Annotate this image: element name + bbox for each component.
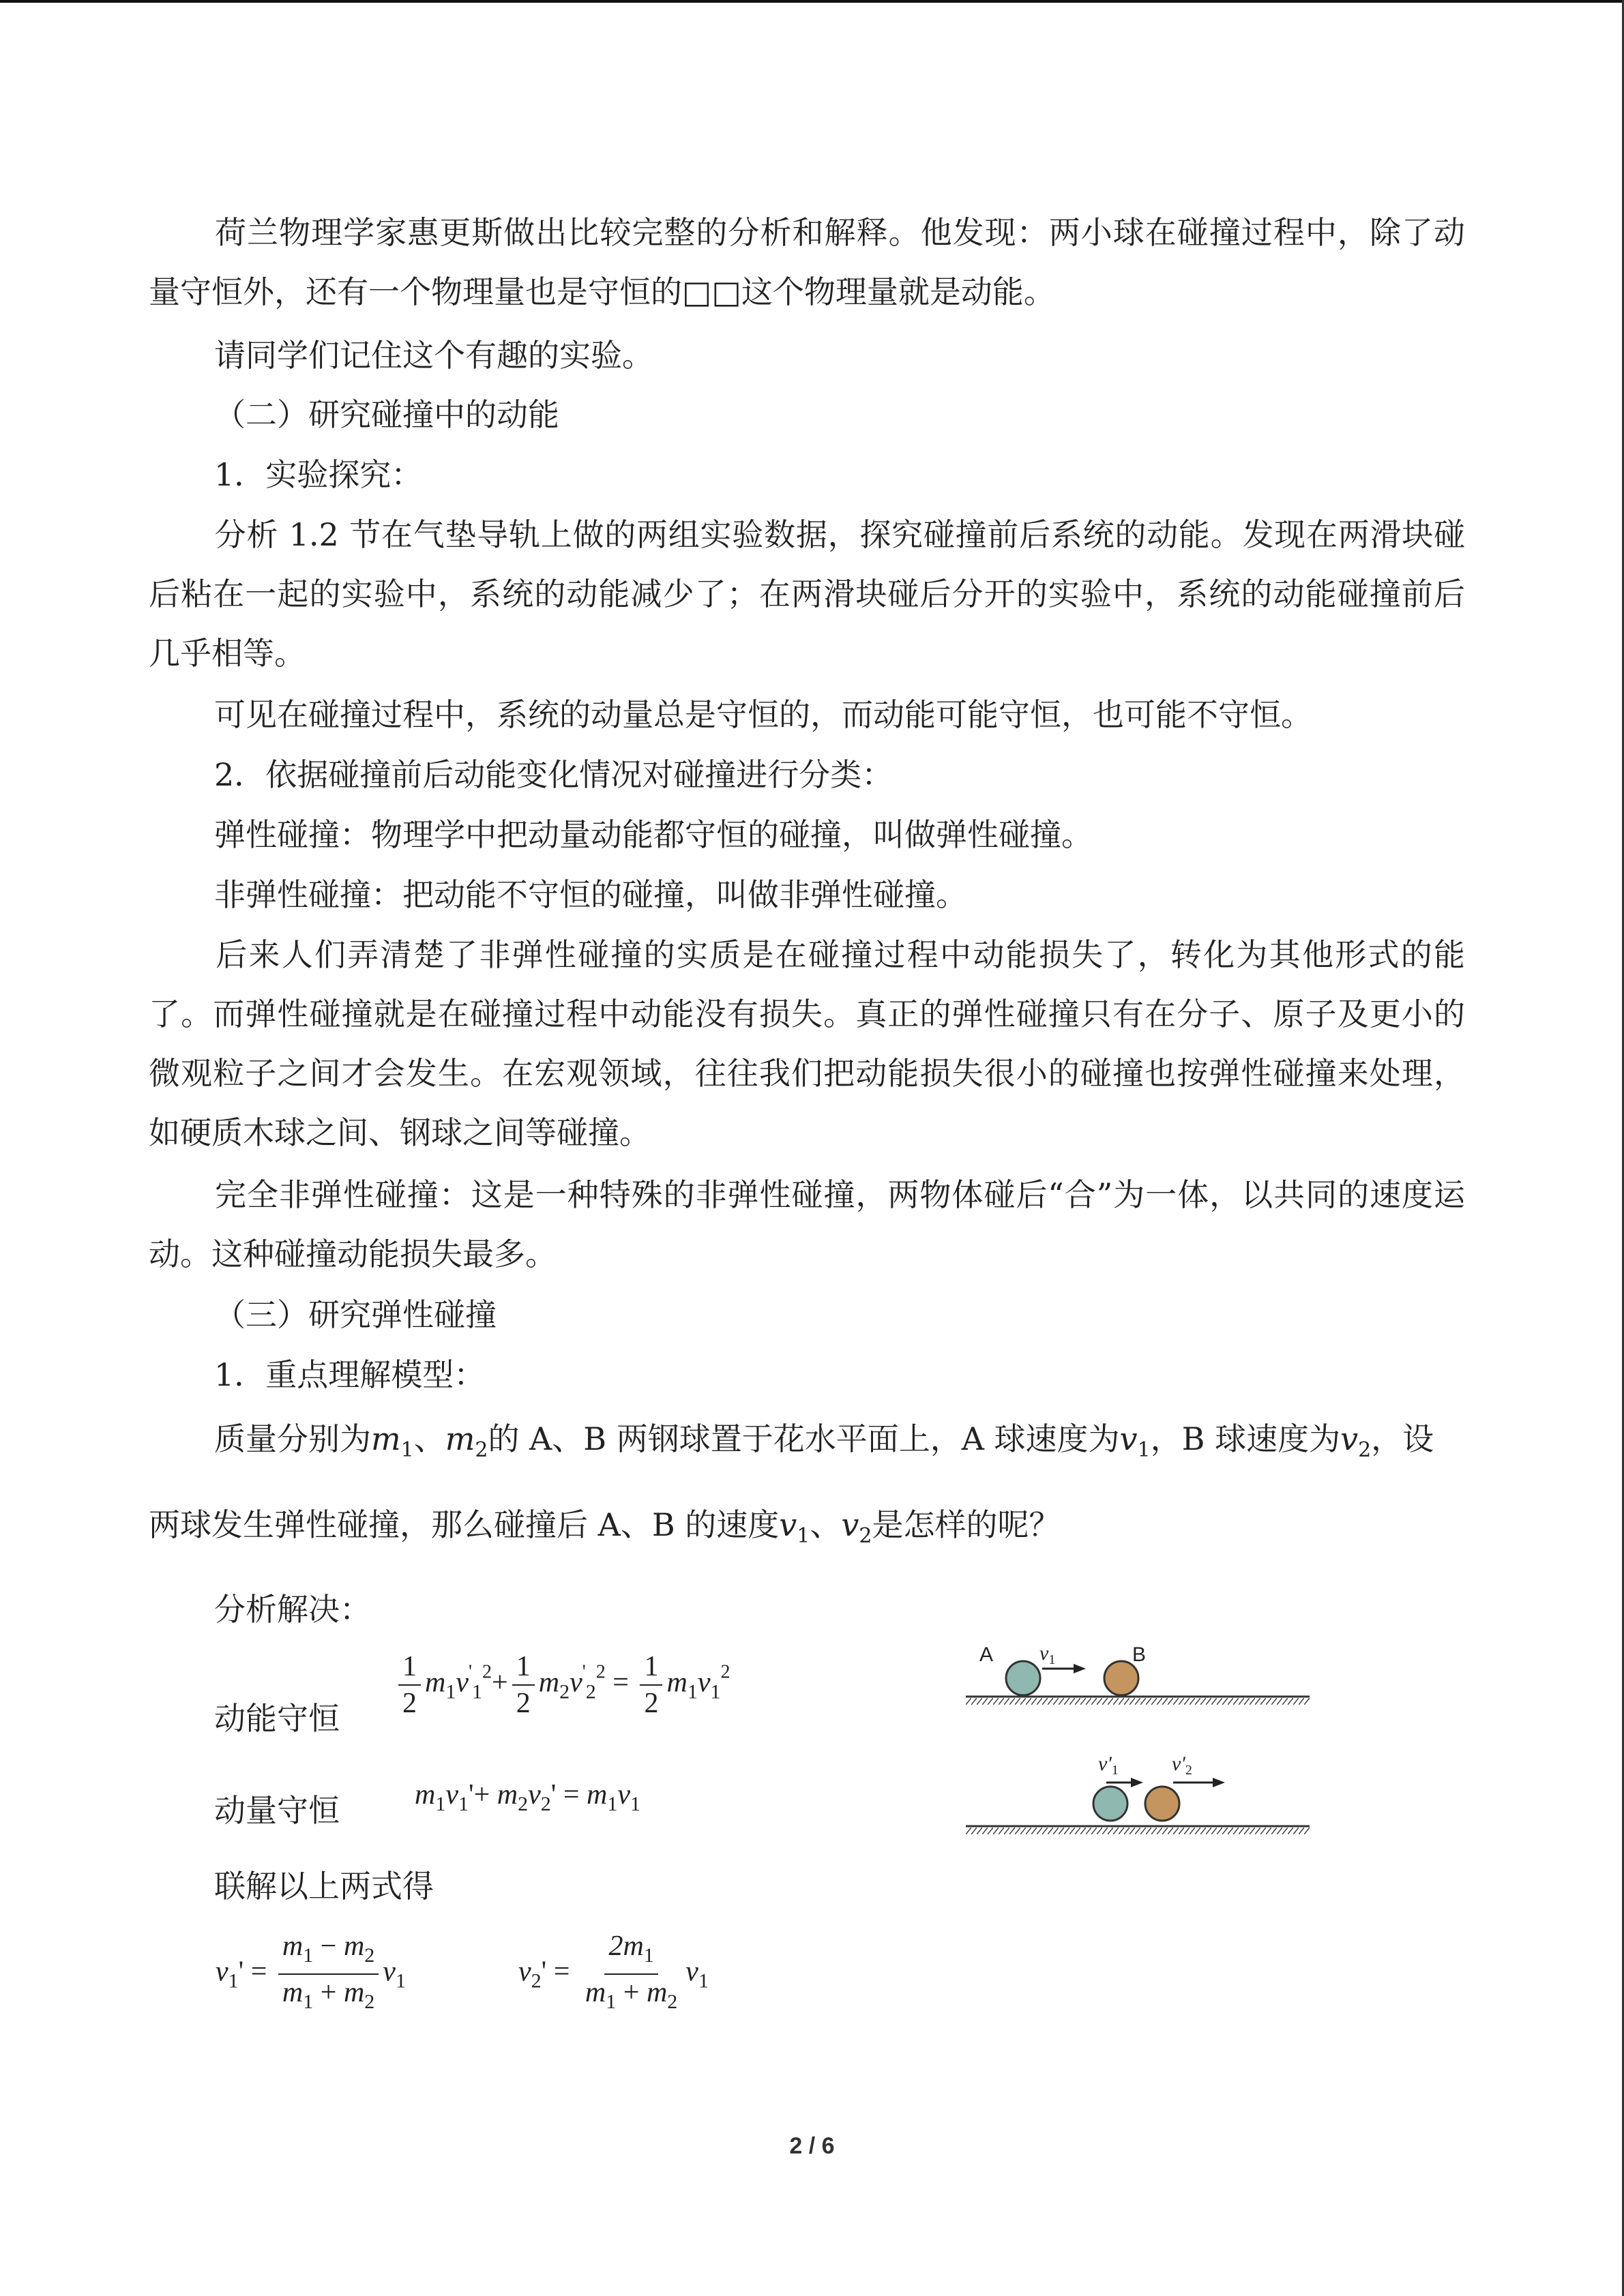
- ball-a-after: [1093, 1787, 1127, 1821]
- paragraph-analysis: 分析 1.2 节在气垫导轨上做的两组实验数据，探究碰撞前后系统的动能。发现在两滑块碰后粘在一起的实验中，系统的动能减少了；在两滑块碰后分开的实验中，系统的动能碰撞前后几乎相等。: [149, 516, 1465, 672]
- ball-b-after: [1145, 1787, 1179, 1821]
- solution-v2-prime: $v_2'$ = $\frac{2m_1}{m_1 + m_2}$ $v_1$: [518, 1930, 709, 2013]
- ball-a-before: [1006, 1661, 1040, 1695]
- paragraph-conclusion: 可见在碰撞过程中，系统的动量总是守恒的，而动能可能守恒，也可能不守恒。: [214, 696, 1312, 733]
- top-border: [0, 0, 1624, 3]
- label-b: B: [1132, 1643, 1147, 1666]
- collision-diagram: [955, 1637, 1323, 1848]
- paragraph-huygens: 荷兰物理学家惠更斯做出比较完整的分析和解释。他发现：两小球在碰撞过程中，除了动量守恒外，还有一个物理量也是守恒的□□这个物理量就是动能。: [149, 214, 1465, 310]
- subheading-classification: 2．依据碰撞前后动能变化情况对碰撞进行分类：: [214, 756, 894, 793]
- subheading-model: 1．重点理解模型：: [214, 1356, 486, 1393]
- momentum-equation: $m_1v_1'+ m_2v_2' = m_1v_1$: [415, 1779, 641, 1815]
- label-v1-prime: $v'_1$: [1098, 1753, 1119, 1778]
- energy-equation: $\frac{1}{2}$ $m_1v'_1^2+$ $\frac{1}{2}$ $m_2v'_2^2$ = $\frac{1}{2}$ $m_1v_1^2$: [394, 1650, 730, 1720]
- subheading-experiment: 1．实验探究：: [214, 456, 423, 493]
- arrow-v1-head: [1074, 1664, 1086, 1673]
- momentum-label: 动量守恒: [214, 1792, 340, 1829]
- ground-hatch-before: [966, 1698, 1310, 1705]
- definition-elastic: 弹性碰撞：物理学中把动量动能都守恒的碰撞，叫做弹性碰撞。: [214, 816, 1093, 853]
- arrow-v1-prime-head: [1131, 1778, 1143, 1787]
- analysis-heading: 分析解决：: [214, 1591, 371, 1628]
- combine-text: 联解以上两式得: [214, 1868, 434, 1905]
- definition-perfectly-inelastic: 完全非弹性碰撞：这是一种特殊的非弹性碰撞，两物体碰后“合”为一体，以共同的速度运动。这种碰撞动能损失最多。: [149, 1176, 1465, 1272]
- label-a: A: [979, 1643, 994, 1666]
- model-line-1: 质量分别为$m_1$、$m_2$的 A、B 两钢球置于花水平面上，A 球速度为$v_1$，B 球速度为$v_2$，设: [214, 1420, 1434, 1462]
- model-line-2: 两球发生弹性碰撞，那么碰撞后 A、B 的速度$v_1$、$v_2$是怎样的呢？: [149, 1506, 1061, 1548]
- label-v2-prime: $v'_2$: [1172, 1753, 1192, 1778]
- paragraph-explanation: 后来人们弄清楚了非弹性碰撞的实质是在碰撞过程中动能损失了，转化为其他形式的能了。而弹性碰撞就是在碰撞过程中动能没有损失。真正的弹性碰撞只有在分子、原子及更小的微观粒子之间才会发生。在宏观领域，往往我们把动能损失很小的碰撞也按弹性碰撞来处理，如硬质木球之间、钢球之间等碰撞。: [149, 936, 1465, 1151]
- energy-label: 动能守恒: [214, 1700, 340, 1737]
- section-heading-3: （三）研究弹性碰撞: [214, 1296, 497, 1333]
- page-number: 2 / 6: [789, 2133, 835, 2159]
- arrow-v2-prime-head: [1213, 1778, 1225, 1787]
- definition-inelastic: 非弹性碰撞：把动能不守恒的碰撞，叫做非弹性碰撞。: [214, 876, 967, 913]
- paragraph-remember: 请同学们记住这个有趣的实验。: [214, 337, 653, 374]
- ground-hatch-after: [966, 1828, 1310, 1834]
- label-v1: $v_1$: [1039, 1642, 1056, 1667]
- solution-v1-prime: $v_1'$ = $\frac{m_1 - m_2}{m_1 + m_2}$ $v_1$: [216, 1930, 406, 2013]
- ball-b-before: [1104, 1661, 1138, 1695]
- section-heading-2: （二）研究碰撞中的动能: [214, 396, 559, 433]
